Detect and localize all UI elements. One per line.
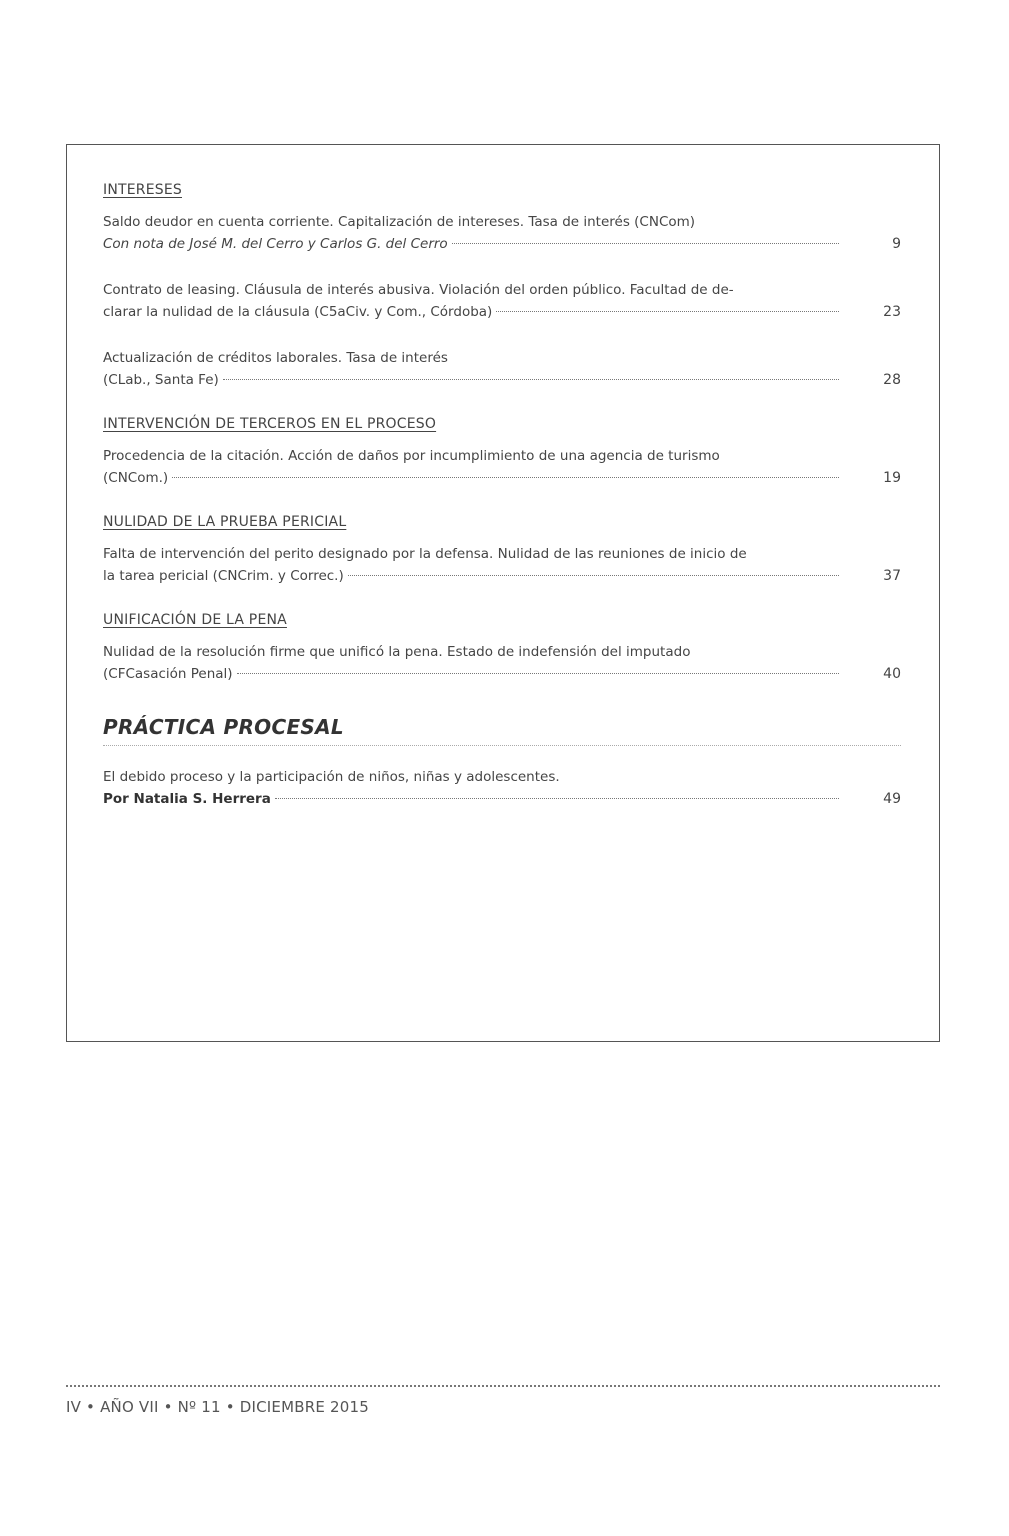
toc-entry[interactable] [103,766,901,810]
footer-rule [66,1385,940,1387]
dot-leader [172,477,839,478]
entry-line2: (CNCom.) [103,470,169,486]
entry-line2: Con nota de José M. del Cerro y Carlos G. del Cerro [103,236,448,252]
page-number: 49 [883,791,901,807]
dot-leader [348,575,839,576]
entry-line2: (CLab., Santa Fe) [103,372,219,388]
dot-leader [275,798,839,799]
page-footer: IV • AÑO VII • Nº 11 • DICIEMBRE 2015 [66,1398,369,1416]
entry-line1: Contrato de leasing. Cláusula de interés abusiva. Violación del orden público. Facultad de de- [103,282,734,298]
page-number: 40 [883,666,901,682]
page-number: 23 [883,304,901,320]
entry-line1: Falta de intervención del perito designado por la defensa. Nulidad de las reuniones de inicio de [103,546,747,562]
toc-entry[interactable] [103,543,901,587]
entry-line1: Procedencia de la citación. Acción de daños por incumplimiento de una agencia de turismo [103,448,720,464]
dot-leader [496,311,839,312]
toc-entry[interactable] [103,445,901,489]
dot-leader [223,379,839,380]
entry-line1: Saldo deudor en cuenta corriente. Capitalización de intereses. Tasa de interés (CNCom) [103,214,696,230]
entry-line1: Actualización de créditos laborales. Tasa de interés [103,350,448,366]
section-heading-intereses: INTERESES [103,182,182,198]
entry-line2: clarar la nulidad de la cláusula (C5aCiv. y Com., Córdoba) [103,304,493,320]
toc-frame [66,144,940,1042]
toc-entry[interactable] [103,347,901,391]
entry-line1: El debido proceso y la participación de niños, niñas y adolescentes. [103,769,560,785]
page-number: 19 [883,470,901,486]
entry-line2: (CFCasación Penal) [103,666,233,682]
toc-content [103,181,901,834]
dot-leader [452,243,839,244]
entry-line2: la tarea pericial (CNCrim. y Correc.) [103,568,344,584]
page-number: 28 [883,372,901,388]
entry-author: Por Natalia S. Herrera [103,791,271,807]
page-number: 37 [883,568,901,584]
entry-line1: Nulidad de la resolución firme que unificó la pena. Estado de indefensión del imputado [103,644,691,660]
dot-leader [237,673,839,674]
toc-entry[interactable] [103,211,901,255]
page-number: 9 [892,236,901,252]
section-heading-unificacion: UNIFICACIÓN DE LA PENA [103,612,287,628]
section-heading-nulidad: NULIDAD DE LA PRUEBA PERICIAL [103,514,347,530]
section-title-practica: PRÁCTICA PROCESAL [103,715,901,746]
section-heading-intervencion: INTERVENCIÓN DE TERCEROS EN EL PROCESO [103,416,437,432]
toc-entry[interactable] [103,279,901,323]
toc-entry[interactable] [103,641,901,685]
